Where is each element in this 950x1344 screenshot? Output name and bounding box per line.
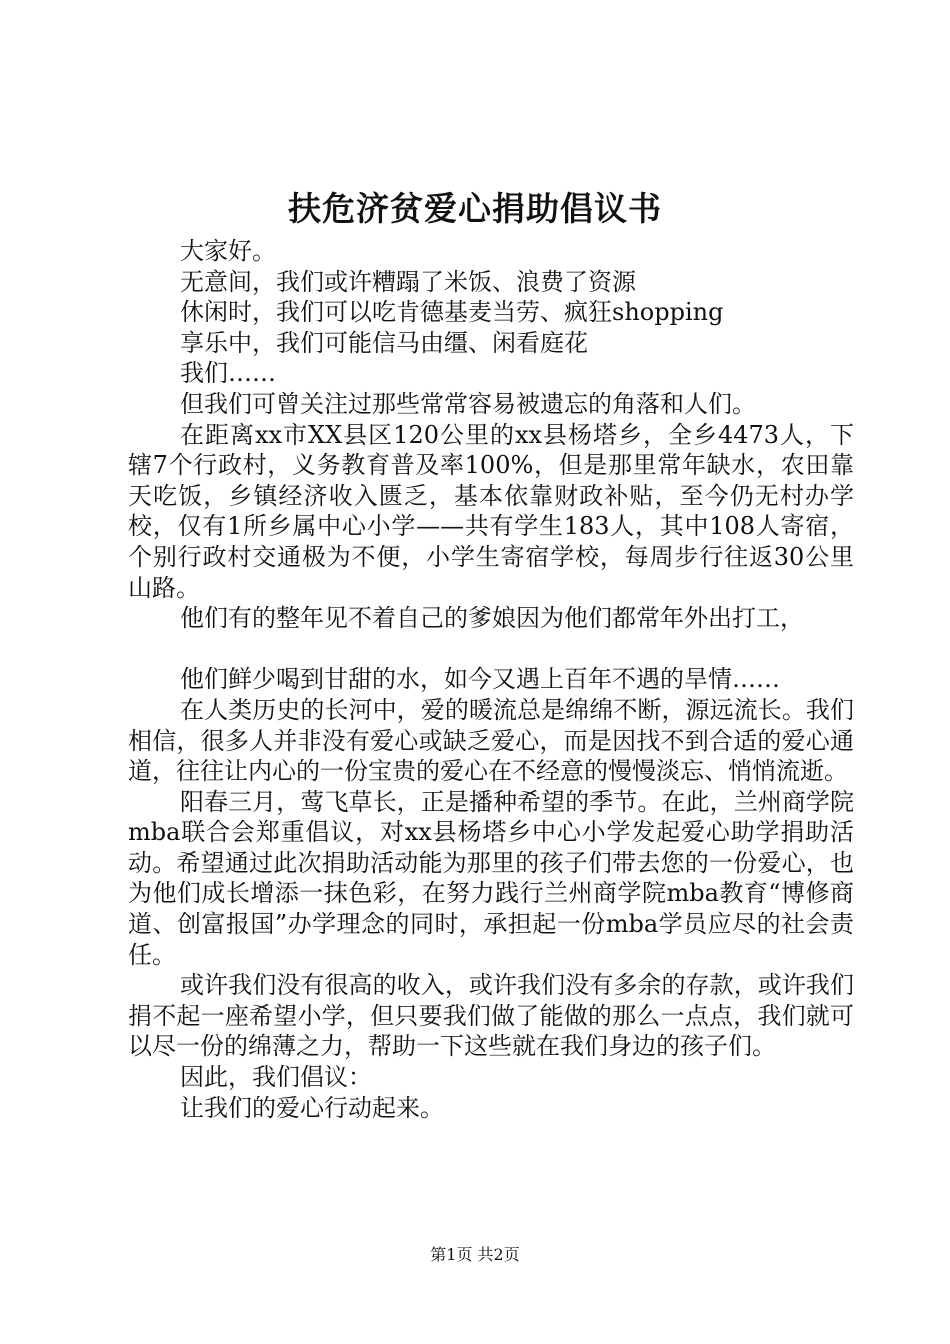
paragraph-love-river: 在人类历史的长河中，爱的暖流总是绵绵不断，源远流长。我们相信，很多人并非没有爱心或缺乏爱心，而是因找不到合适的爱心通道，往往让内心的一份宝贵的爱心在不经意的慢慢淡忘、悄悄流逝。 [128,695,854,786]
document-body [128,236,854,1123]
paragraph-forgotten: 但我们可曾关注过那些常常容易被遗忘的角落和人们。 [180,389,756,418]
paragraph-drought: 他们鲜少喝到甘甜的水，如今又遇上百年不遇的旱情…… [180,665,780,694]
paragraph-enjoyment: 享乐中，我们可能信马由缰、闲看庭花 [180,328,588,357]
paragraph-greeting: 大家好。 [180,237,276,265]
document-title: 扶危济贫爱心捐助倡议书 [288,189,662,228]
paragraph-small-help: 或许我们没有很高的收入，或许我们没有多余的存款，或许我们捐不起一座希望小学，但只要我们做了能做的那么一点点，我们就可以尽一份的绵薄之力，帮助一下这些就在我们身边的孩子们。 [128,971,854,1061]
paragraph-parents: 他们有的整年见不着自己的爹娘因为他们都常年外出打工， [180,604,804,633]
paragraph-spring-initiative: 阳春三月，莺飞草长，正是播种希望的季节。在此，兰州商学院mba联合会郑重倡议，对xx县杨塔乡中心小学发起爱心助学捐助活动。希望通过此次捐助活动能为那里的孩子们带去您的一份爱心，也为他们成长增添一抹色彩，在努力践行兰州商学院mba教育“博修商道、创富报国”办学理念的同时，承担起一份mba学员应尽的社会责任。 [128,787,854,969]
paragraph-leisure: 休闲时，我们可以吃肯德基麦当劳、疯狂shopping [180,298,724,327]
paragraph-we: 我们…… [180,359,276,388]
paragraph-therefore: 因此，我们倡议： [180,1063,372,1092]
paragraph-act: 让我们的爱心行动起来。 [180,1093,444,1122]
paragraph-yangta-township: 在距离xx市XX县区120公里的xx县杨塔乡，全乡4473人，下辖7个行政村，义务教育普及率100%，但是那里常年缺水，农田靠天吃饭，乡镇经济收入匮乏，基本依靠财政补贴，至今仍无村办学校，仅有1所乡属中心小学——共有学生183人，其中108人寄宿，个别行政村交通极为不便，小学生寄宿学校，每周步行往返30公里山路。 [128,420,854,602]
paragraph-waste: 无意间，我们或许糟蹋了米饭、浪费了资源 [180,267,636,296]
page-number: 第1页 共2页 [430,1245,520,1264]
